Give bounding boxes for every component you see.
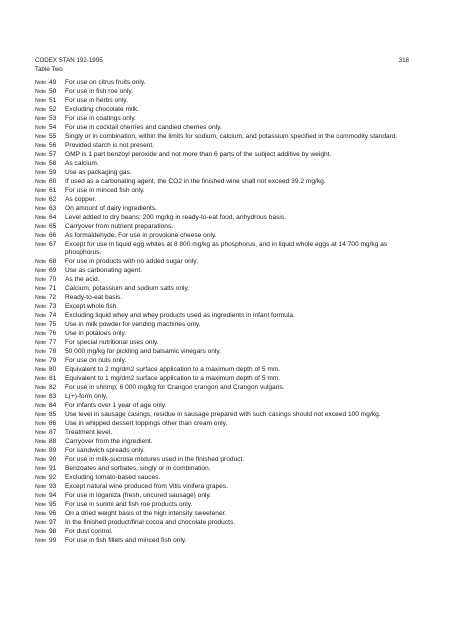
note-text: For use in cocktail cherries and candied cherries only.	[65, 123, 222, 131]
note-text: For use in fish fillets and minced fish only.	[65, 536, 187, 544]
note-label: Note	[35, 151, 46, 158]
note-item	[35, 106, 409, 115]
note-item	[35, 510, 409, 519]
note-number: 82	[49, 384, 57, 392]
note-item	[35, 357, 409, 366]
note-number: 79	[49, 357, 57, 365]
note-label: Note	[35, 277, 46, 284]
note-number: 70	[49, 276, 57, 284]
note-label: Note	[35, 142, 46, 149]
note-item	[35, 519, 409, 528]
note-number: 90	[49, 455, 57, 463]
note-text: For use in surimi and fish roe products only.	[65, 500, 193, 508]
note-item	[35, 501, 409, 510]
note-text: Except for use in liquid egg whites at 8 800 mg/kg as phosphorus, and in liquid whole eggs at 14 700 mg/kg as phosphorus.	[65, 240, 388, 257]
note-text: As the acid.	[65, 276, 100, 284]
page-header	[35, 56, 409, 66]
note-label: Note	[35, 358, 46, 365]
note-label: Note	[35, 385, 46, 392]
note-label: Note	[35, 376, 46, 383]
note-number: 53	[49, 114, 57, 122]
page-number: 318	[398, 57, 409, 64]
note-text: As calcium.	[65, 159, 99, 167]
note-text: As formaldehyde. For use in provolone cheese only.	[65, 231, 217, 239]
note-number: 97	[49, 518, 57, 526]
notes-list	[35, 79, 409, 546]
note-number: 89	[49, 446, 57, 454]
note-number: 52	[49, 105, 57, 113]
note-number: 55	[49, 132, 57, 140]
note-label: Note	[35, 286, 46, 293]
note-item	[35, 97, 409, 106]
note-label: Note	[35, 447, 46, 454]
note-number: 67	[49, 240, 57, 248]
note-label: Note	[35, 528, 46, 535]
note-label: Note	[35, 88, 46, 95]
note-text: For use on nuts only.	[65, 357, 127, 365]
note-number: 91	[49, 464, 57, 472]
note-item	[35, 375, 409, 384]
note-item	[35, 88, 409, 97]
note-label: Note	[35, 178, 46, 185]
note-text: Use as carbonating agent.	[65, 267, 142, 275]
note-number: 74	[49, 312, 57, 320]
note-item	[35, 151, 409, 160]
note-item	[35, 420, 409, 429]
note-text: Provided starch is not present.	[65, 141, 155, 149]
note-text: For use in fish roe only.	[65, 87, 134, 95]
note-number: 88	[49, 437, 57, 445]
note-item	[35, 133, 409, 142]
note-item	[35, 483, 409, 492]
note-label: Note	[35, 465, 46, 472]
note-label: Note	[35, 430, 46, 436]
note-label: Note	[35, 537, 46, 544]
note-number: 64	[49, 213, 57, 221]
note-label: Note	[35, 304, 46, 311]
note-label: Note	[35, 331, 46, 338]
note-text: In the finished product/final cocoa and chocolate products.	[65, 518, 236, 526]
note-number: 83	[49, 393, 57, 401]
note-item	[35, 303, 409, 312]
standard-code: CODEX STAN 192-1995	[35, 57, 103, 64]
note-number: 75	[49, 321, 57, 329]
note-label: Note	[35, 205, 46, 212]
note-text: Benzoates and sorbates, singly or in combination.	[65, 464, 211, 472]
note-number: 87	[49, 429, 57, 436]
table-label: Table Two	[35, 66, 63, 73]
note-text: Equivalent to 1 mg/dm2 surface application to a maximum depth of 5 mm.	[65, 375, 281, 383]
note-item	[35, 339, 409, 348]
note-item	[35, 142, 409, 151]
note-item	[35, 79, 409, 88]
note-item	[35, 187, 409, 196]
note-label: Note	[35, 160, 46, 167]
note-text: Except natural wine produced from Vitis vinifera grapes.	[65, 482, 228, 490]
note-item	[35, 214, 409, 223]
note-text: Use in milk powder for vending machines only.	[65, 321, 201, 329]
note-number: 49	[49, 79, 57, 86]
note-label: Note	[35, 241, 46, 248]
note-number: 62	[49, 195, 57, 203]
note-label: Note	[35, 268, 46, 275]
note-text: 50 000 mg/kg for pickling and balsamic vinegars only.	[65, 348, 222, 356]
note-number: 51	[49, 96, 57, 104]
note-text: Use level in sausage casings; residue in sausage prepared with such casings should not exceed 100 mg/kg.	[65, 411, 381, 419]
note-text: For use in products with no added sugar only.	[65, 258, 198, 266]
note-item	[35, 456, 409, 465]
note-number: 50	[49, 87, 57, 95]
note-item	[35, 348, 409, 357]
note-label: Note	[35, 349, 46, 356]
note-text: On a dried weight basis of the high intensity sweetener.	[65, 509, 227, 517]
note-text: L(+)-form only.	[65, 393, 108, 401]
note-label: Note	[35, 474, 46, 481]
note-item	[35, 492, 409, 501]
note-number: 72	[49, 294, 57, 302]
note-number: 58	[49, 159, 57, 167]
note-number: 73	[49, 303, 57, 311]
note-label: Note	[35, 510, 46, 517]
note-number: 63	[49, 204, 57, 212]
note-text: Calcium, potassium and sodium salts only.	[65, 285, 190, 293]
note-label: Note	[35, 214, 46, 221]
note-item	[35, 294, 409, 303]
note-number: 56	[49, 141, 57, 149]
note-item	[35, 393, 409, 402]
note-label: Note	[35, 133, 46, 140]
note-item	[35, 285, 409, 294]
note-text: For use in minced fish only.	[65, 186, 145, 194]
note-number: 59	[49, 168, 57, 176]
note-label: Note	[35, 295, 46, 302]
note-text: For infants over 1 year of age only.	[65, 402, 167, 410]
note-label: Note	[35, 187, 46, 194]
note-label: Note	[35, 115, 46, 122]
note-label: Note	[35, 223, 46, 230]
note-number: 98	[49, 527, 57, 535]
note-item	[35, 366, 409, 375]
note-number: 65	[49, 222, 57, 230]
note-item	[35, 205, 409, 214]
note-label: Note	[35, 501, 46, 508]
note-item	[35, 465, 409, 474]
note-text: Excluding tomato-based sauces.	[65, 473, 161, 481]
note-item	[35, 330, 409, 339]
note-item	[35, 384, 409, 393]
note-number: 93	[49, 482, 57, 490]
note-item	[35, 447, 409, 456]
note-text: Use as packaging gas.	[65, 168, 132, 176]
note-item	[35, 429, 409, 438]
note-text: As copper.	[65, 195, 97, 203]
note-number: 61	[49, 186, 57, 194]
note-number: 76	[49, 330, 57, 338]
note-item	[35, 258, 409, 267]
note-item	[35, 438, 409, 447]
note-item	[35, 160, 409, 169]
note-item	[35, 115, 409, 124]
note-number: 92	[49, 473, 57, 481]
note-label: Note	[35, 519, 46, 526]
note-text: For use on citrus fruits only.	[65, 79, 146, 86]
note-label: Note	[35, 492, 46, 499]
note-item	[35, 312, 409, 321]
note-item	[35, 537, 409, 546]
note-label: Note	[35, 367, 46, 374]
note-label: Note	[35, 169, 46, 176]
note-number: 99	[49, 536, 57, 544]
note-number: 54	[49, 123, 57, 131]
note-text: For use in milk-sucrose mixtures used in the finished product.	[65, 455, 245, 463]
note-item	[35, 178, 409, 187]
note-item	[35, 169, 409, 178]
note-number: 95	[49, 500, 57, 508]
note-text: Excluding liquid whey and whey products used as ingredients in infant formula.	[65, 312, 295, 320]
note-label: Note	[35, 259, 46, 266]
note-text: Ready-to-eat basis.	[65, 294, 123, 302]
note-item	[35, 124, 409, 133]
note-text: Except whole fish.	[65, 303, 119, 311]
note-number: 68	[49, 258, 57, 266]
note-label: Note	[35, 456, 46, 463]
note-label: Note	[35, 322, 46, 329]
note-text: Level added to dry beans; 200 mg/kg in ready-to-eat food, anhydrous basis.	[65, 213, 287, 221]
note-text: GMP is 1 part benzoyl peroxide and not more than 6 parts of the subject additive by weight.	[65, 150, 332, 158]
note-label: Note	[35, 196, 46, 203]
note-text: On amount of dairy ingredients.	[65, 204, 157, 212]
note-label: Note	[35, 106, 46, 113]
note-label: Note	[35, 232, 46, 239]
note-text: For dust control.	[65, 527, 113, 535]
note-text: For use in shrimp; 6 000 mg/kg for Crangon crangon and Crangon vulgaris.	[65, 384, 285, 392]
note-item	[35, 267, 409, 276]
note-text: Carryover from nutrient preparations.	[65, 222, 174, 230]
note-number: 71	[49, 285, 57, 293]
note-text: Treatment level.	[65, 429, 113, 436]
note-item	[35, 321, 409, 330]
note-label: Note	[35, 438, 46, 445]
note-label: Note	[35, 124, 46, 131]
note-item	[35, 474, 409, 483]
note-text: For use in herbs only.	[65, 96, 128, 104]
note-number: 85	[49, 411, 57, 419]
note-item	[35, 276, 409, 285]
note-number: 57	[49, 150, 57, 158]
note-item	[35, 402, 409, 411]
note-number: 94	[49, 491, 57, 499]
note-text: For sandwich spreads only.	[65, 446, 145, 454]
note-label: Note	[35, 483, 46, 490]
note-number: 69	[49, 267, 57, 275]
note-item	[35, 528, 409, 537]
note-number: 81	[49, 375, 57, 383]
note-item	[35, 223, 409, 232]
note-number: 60	[49, 177, 57, 185]
note-label: Note	[35, 403, 46, 410]
note-number: 96	[49, 509, 57, 517]
note-label: Note	[35, 313, 46, 320]
note-text: Equivalent to 2 mg/dm2 surface application to a maximum depth of 5 mm.	[65, 366, 281, 374]
note-number: 86	[49, 420, 57, 428]
note-text: For use in loganiza (fresh, uncured sausage) only.	[65, 491, 212, 499]
note-label: Note	[35, 394, 46, 401]
note-item	[35, 411, 409, 420]
note-label: Note	[35, 421, 46, 428]
note-number: 80	[49, 366, 57, 374]
note-text: For special nutritional uses only.	[65, 339, 159, 347]
note-text: Use in whipped dessert toppings other than cream only.	[65, 420, 228, 428]
note-number: 66	[49, 231, 57, 239]
note-text: Excluding chocolate milk.	[65, 105, 140, 113]
note-label: Note	[35, 340, 46, 347]
note-text: Use in potatoes only.	[65, 330, 127, 338]
note-number: 84	[49, 402, 57, 410]
note-label: Note	[35, 412, 46, 419]
note-text: If used as a carbonating agent, the CO2 in the finished wine shall not exceed 39.2 mg/kg.	[65, 177, 326, 185]
note-label: Note	[35, 97, 46, 104]
note-item	[35, 241, 409, 258]
note-number: 77	[49, 339, 57, 347]
note-text: Carryover from the ingredient.	[65, 437, 153, 445]
note-number: 78	[49, 348, 57, 356]
note-text: Singly or in combination, within the limits for sodium, calcium, and potassium specified in the commodity standard.	[65, 132, 398, 140]
note-label: Note	[35, 80, 46, 86]
note-item	[35, 232, 409, 241]
note-item	[35, 196, 409, 205]
note-text: For use in coatings only.	[65, 114, 136, 122]
